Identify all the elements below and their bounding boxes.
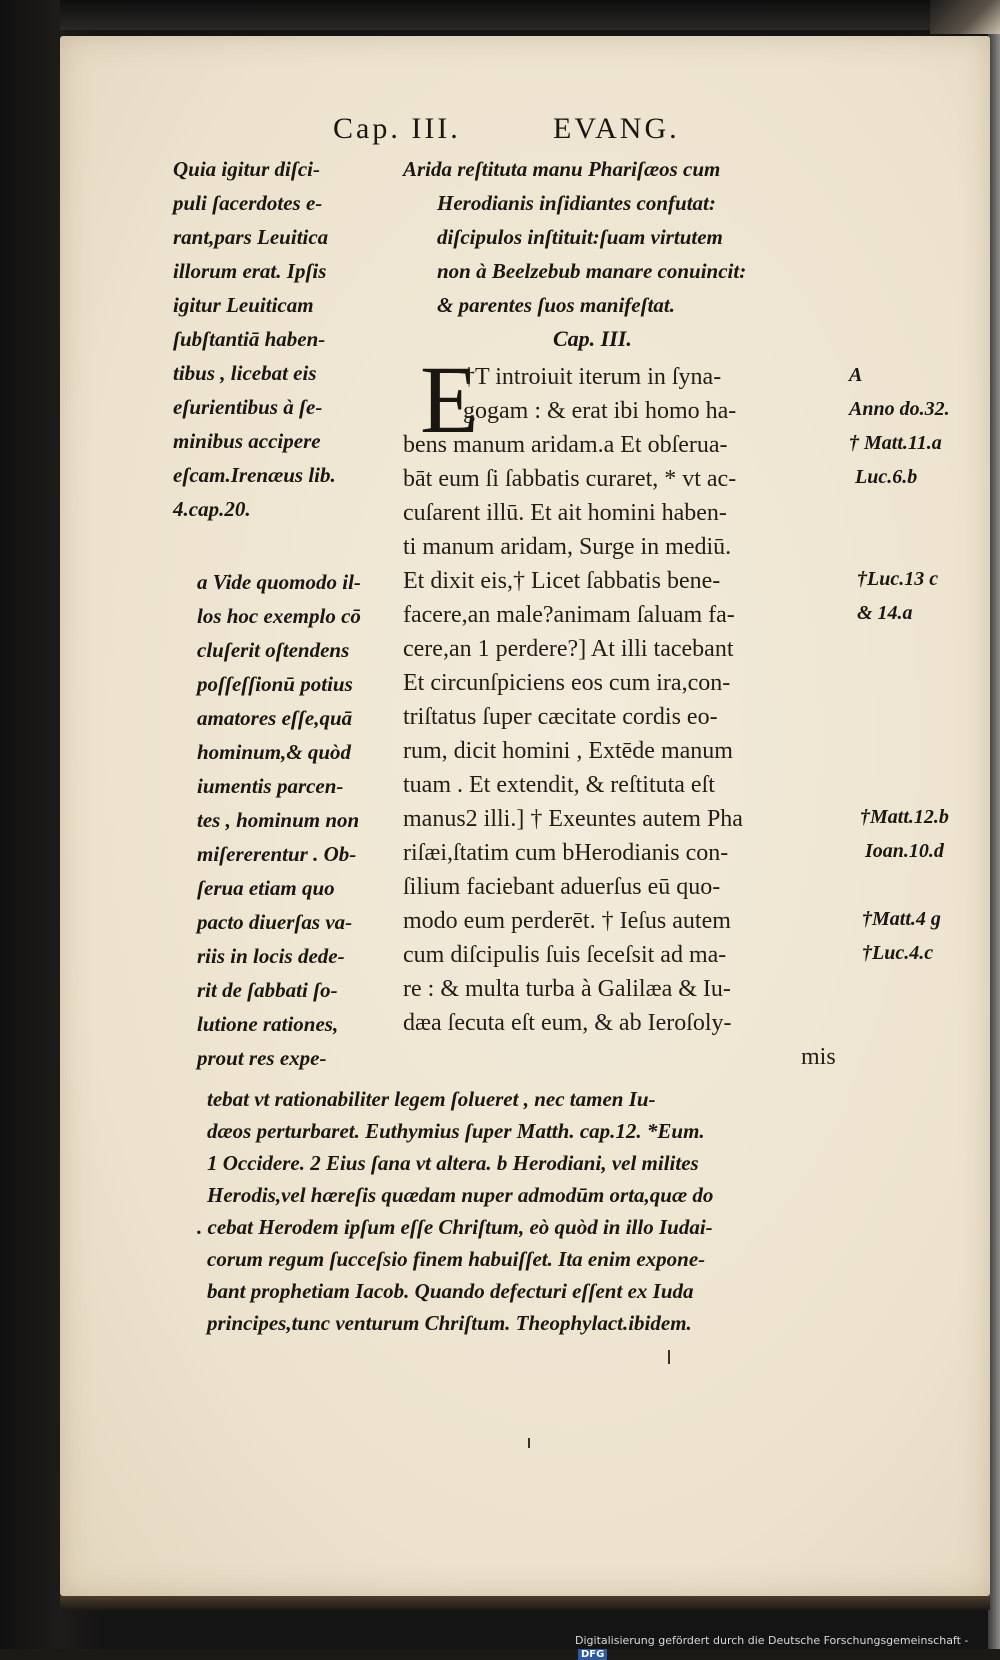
side-note-line: rant,pars Leuitica [173,225,329,249]
footnotes [197,1083,714,1339]
side-note-line: rit de ſabbati ſo- [197,978,338,1002]
dfg-logo: DFG [578,1649,607,1660]
side-note-line: eſurientibus à ſe- [173,395,323,419]
body-line: cere,an 1 perdere?] At illi tacebant [403,636,734,662]
side-note-line: riis in locis dede- [197,944,345,968]
body-text [403,360,836,1074]
side-note-line: igitur Leuiticam [173,293,314,317]
side-note-line: prout res expe- [197,1046,327,1070]
ref-and-14: & 14.a [857,602,913,624]
body-line: †T introiuit iterum in ſyna- [463,364,722,390]
ref-letter-a: A [849,364,863,386]
side-note-lower [197,565,361,1075]
side-note-line: amatores eſſe,quā [197,706,353,730]
running-header-chapter: Cap. III. [333,112,461,145]
ref-luc-13: †Luc.13 c [857,568,939,590]
side-note-line: Quia igitur diſci- [173,157,321,181]
summary-line: non à Beelzebub manare conuincit: [437,259,747,283]
side-note-line: poſſeſſionū potius [197,672,353,696]
side-note-line: tibus , licebat eis [173,361,317,385]
ref-matt-12: †Matt.12.b [860,806,949,828]
footnote-line: tebat vt rationabiliter legem ſolueret , nec tamen Iu- [207,1087,656,1111]
body-line: dæa ſecuta eſt eum, & ab Ieroſoly- [403,1010,732,1036]
side-note-line: ſerua etiam quo [197,876,335,900]
body-line: cuſarent illū. Et ait homini haben- [403,500,727,526]
body-line: modo eum perderēt. † Ieſus autem [403,908,731,934]
summary-line: & parentes ſuos manifeſtat. [437,293,676,317]
body-line: triſtatus ſuper cæcitate cordis eo- [403,704,718,730]
side-note-line: minibus accipere [173,429,321,453]
ink-speck [528,1438,530,1448]
side-note-line: pacto diuerſas va- [197,910,353,934]
side-note-line: miſererentur . Ob- [197,842,357,866]
body-line: rum, dicit homini , Extēde manum [403,738,733,764]
chapter-summary [403,152,746,322]
footnote-line: . cebat Herodem ipſum eſſe Chriſtum, eò quòd in illo Iudai- [197,1215,713,1239]
credit-text: Digitalisierung gefördert durch die Deutsche Forschungsgemeinschaft - [575,1634,969,1647]
footnote-line: corum regum ſucceſsio finem habuiſſet. Ita enim expone- [207,1247,706,1271]
side-note-line: cluſerit oſtendens [197,638,350,662]
side-note-line: los hoc exemplo cō [197,604,361,628]
footnote-line: dæos perturbaret. Euthymius ſuper Matth. cap.12. *Eum. [207,1119,705,1143]
ref-anno: Anno do.32. [849,398,950,420]
chapter-heading: Cap. III. [553,326,632,351]
footnote-line: bant prophetiam Iacob. Quando defecturi eſſent ex Iuda [207,1279,694,1303]
body-line: ſilium faciebant aduerſus eū quo- [403,874,721,900]
body-line: Et dixit eis,† Licet ſabbatis bene- [403,568,721,594]
ref-matt-11: † Matt.11.a [849,432,942,454]
running-header-title: EVANG. [553,112,680,145]
scan-top-edge [60,0,1000,30]
summary-line: diſcipulos inſtituit:ſuam virtutem [437,225,723,249]
digitization-credit [575,1634,1000,1660]
summary-line: Arida reſtituta manu Phariſæos cum [403,157,721,181]
body-line: bens manum aridam.a Et obſerua- [403,432,728,458]
side-note-line: ſubſtantiā haben- [173,327,326,351]
body-line: riſæi,ſtatim cum bHerodianis con- [403,840,729,866]
body-line: mis [801,1044,836,1070]
body-line: re : & multa turba à Galilæa & Iu- [403,976,731,1002]
footnote-line: principes,tunc venturum Chriſtum. Theophylact.ibidem. [207,1311,692,1335]
body-line: facere,an male?animam ſaluam fa- [403,602,735,628]
side-note-line: hominum,& quòd [197,740,352,764]
body-line: ti manum aridam, Surge in mediū. [403,534,732,560]
ref-luc-4: †Luc.4.c [862,942,934,964]
side-note-line: lutione rationes, [197,1012,339,1036]
body-line: manus2 illi.] † Exeuntes autem Pha [403,806,743,832]
side-note-line: eſcam.Irenæus lib. [173,463,336,487]
footnote-line: Herodis,vel hæreſis quædam nuper admodūm orta,quæ do [207,1183,714,1207]
drop-cap: E [420,346,479,453]
summary-line: Herodianis inſidiantes confutat: [437,191,716,215]
side-note-line: tes , hominum non [197,808,360,832]
body-line: bāt eum ſi ſabbatis curaret, * vt ac- [403,466,737,492]
side-note-line: puli ſacerdotes e- [173,191,323,215]
body-line: Et circunſpiciens eos cum ira,con- [403,670,731,696]
body-line: tuam . Et extendit, & reſtituta eſt [403,772,715,798]
side-note-upper [173,152,336,526]
body-line: gogam : & erat ibi homo ha- [463,398,737,424]
ref-luc-6: Luc.6.b [855,466,918,488]
side-note-line: illorum erat. Ipſis [173,259,327,283]
side-note-line: 4.cap.20. [173,497,251,521]
side-note-line: a Vide quomodo il- [197,570,361,594]
side-note-line: iumentis parcen- [197,774,344,798]
page-bottom-shadow [60,1596,990,1610]
scan-corner [930,0,1000,34]
body-line: cum diſcipulis ſuis ſeceſsit ad ma- [403,942,727,968]
ink-speck [668,1350,670,1364]
ref-ioan-10: Ioan.10.d [865,840,944,862]
footnote-line: 1 Occidere. 2 Eius ſana vt altera. b Herodiani, vel milites [207,1151,699,1175]
ref-matt-4: †Matt.4 g [862,908,941,930]
